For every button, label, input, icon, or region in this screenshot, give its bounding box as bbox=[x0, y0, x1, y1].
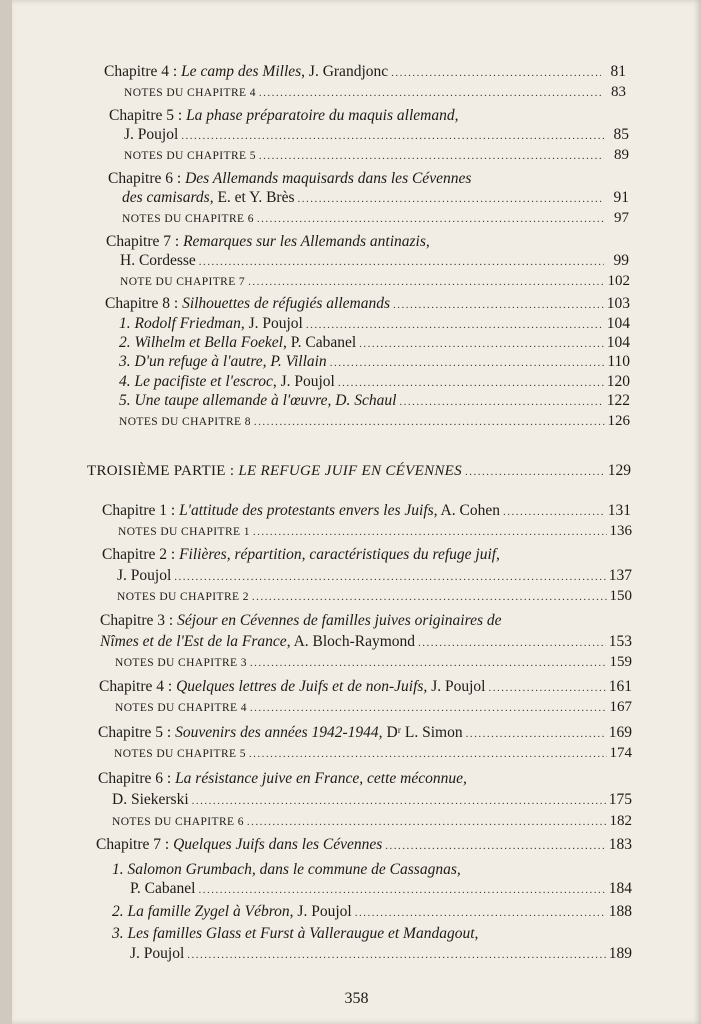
toc-entry-label bbox=[96, 836, 382, 854]
page-reference: 189 bbox=[608, 945, 632, 962]
toc-entry-label bbox=[119, 373, 335, 391]
chapter-author: H. Cordesse bbox=[120, 252, 196, 269]
chapter-author: Dʳ L. Simon bbox=[382, 724, 463, 741]
toc-entry-label bbox=[119, 413, 251, 431]
dot-leader bbox=[399, 393, 603, 411]
toc-entry bbox=[118, 522, 632, 541]
toc-entry-label bbox=[115, 654, 247, 672]
page-reference: 161 bbox=[608, 678, 632, 695]
toc-entry-label bbox=[130, 880, 195, 898]
chapter-number: Chapitre 2 : bbox=[102, 546, 180, 563]
dot-leader bbox=[298, 190, 605, 208]
chapter-title: Souvenirs des années 1942-1944, bbox=[175, 724, 383, 741]
section-title: Une taupe allemande à l'œuvre, D. Schaul bbox=[134, 392, 397, 409]
toc-entry-label bbox=[102, 546, 632, 564]
section-title: Les familles Glass et Furst à Valleraugue et Mandagout, bbox=[127, 925, 479, 942]
toc-entry-label bbox=[124, 84, 256, 102]
dot-leader bbox=[187, 946, 605, 964]
toc-entry bbox=[100, 612, 632, 630]
dot-leader bbox=[253, 523, 607, 541]
chapter-number: Chapitre 1 : bbox=[102, 502, 180, 519]
chapter-number: Chapitre 6 : bbox=[98, 770, 176, 787]
chapter-author: , E. et Y. Brès bbox=[209, 189, 295, 206]
section-title: D'un refuge à l'autre, P. Villain bbox=[134, 353, 327, 370]
toc-entry bbox=[124, 83, 626, 102]
section-number: 4. bbox=[119, 373, 135, 390]
dot-leader bbox=[465, 463, 605, 481]
toc-entry bbox=[130, 880, 632, 899]
chapter-title: Silhouettes de réfugiés allemands bbox=[182, 295, 390, 312]
page-reference: 175 bbox=[608, 791, 632, 808]
section-title: La famille Zygel à Vébron bbox=[127, 903, 290, 920]
toc-entry bbox=[120, 272, 630, 291]
page-reference: 104 bbox=[606, 315, 630, 332]
toc-entry-label bbox=[130, 945, 184, 963]
chapter-author: , A. Bloch-Raymond bbox=[286, 633, 416, 650]
page-reference: 150 bbox=[609, 588, 632, 604]
page-reference: 85 bbox=[613, 126, 629, 143]
toc-entry bbox=[112, 791, 632, 810]
dot-leader bbox=[503, 503, 605, 521]
dot-leader bbox=[247, 813, 607, 831]
toc-entry-label bbox=[104, 63, 388, 81]
chapter-number: Chapitre 8 : bbox=[105, 295, 183, 312]
chapter-title: Remarques sur les Allemands antinazis, bbox=[183, 233, 430, 250]
section-author: , J. Poujol bbox=[289, 903, 352, 920]
chapter-number: Chapitre 5 : bbox=[98, 724, 176, 741]
dot-leader bbox=[338, 374, 604, 392]
chapter-title: La résistance juive en France, cette méconnue, bbox=[175, 770, 467, 787]
dot-leader bbox=[355, 904, 606, 922]
dot-leader bbox=[418, 634, 606, 652]
toc-entry bbox=[102, 546, 632, 564]
page-reference: 169 bbox=[608, 724, 632, 741]
toc-entry-label bbox=[105, 295, 390, 313]
toc-entry-label bbox=[117, 567, 171, 585]
dot-leader bbox=[249, 745, 607, 763]
dot-leader bbox=[393, 296, 604, 314]
toc-entry bbox=[100, 633, 632, 652]
table-of-contents bbox=[12, 0, 701, 1024]
page-reference: 83 bbox=[611, 84, 626, 100]
page-reference: 110 bbox=[607, 353, 630, 370]
toc-entry-label bbox=[115, 699, 247, 717]
toc-entry-label bbox=[112, 925, 632, 943]
toc-entry bbox=[114, 744, 632, 763]
dot-leader bbox=[198, 881, 605, 899]
dot-leader bbox=[250, 699, 607, 717]
toc-entry bbox=[117, 587, 632, 606]
toc-entry bbox=[102, 502, 631, 521]
chapter-number: Chapitre 5 : bbox=[109, 107, 187, 124]
dot-leader bbox=[330, 354, 605, 372]
toc-entry bbox=[119, 412, 630, 431]
notes-label: NOTES DU CHAPITRE 4 bbox=[115, 702, 247, 714]
toc-entry bbox=[119, 353, 630, 372]
toc-entry-label bbox=[109, 107, 629, 125]
chapter-author: P. Cabanel bbox=[130, 880, 196, 897]
toc-entry-label bbox=[112, 903, 352, 921]
toc-entry bbox=[130, 945, 632, 964]
section-title: Wilhelm et Bella Foekel bbox=[134, 334, 283, 351]
chapter-author: J. Poujol bbox=[427, 678, 486, 695]
notes-label: NOTES DU CHAPITRE 5 bbox=[114, 748, 246, 760]
toc-entry bbox=[124, 146, 629, 165]
toc-entry-label bbox=[124, 147, 256, 165]
chapter-title: Des Allemands maquisards dans les Cévennes bbox=[185, 170, 472, 187]
section-number: 3. bbox=[112, 925, 128, 942]
toc-entry bbox=[105, 295, 630, 314]
chapter-title: Le camp des Milles bbox=[181, 63, 302, 80]
chapter-author: D. Siekerski bbox=[112, 791, 189, 808]
dot-leader bbox=[466, 725, 606, 743]
toc-entry-label bbox=[102, 502, 500, 520]
notes-label: NOTE DU CHAPITRE 7 bbox=[120, 276, 246, 288]
toc-entry bbox=[124, 126, 629, 145]
toc-entry-label bbox=[119, 392, 396, 410]
part-title: LE REFUGE JUIF EN CÉVENNES bbox=[238, 463, 462, 479]
toc-entry-label bbox=[119, 315, 303, 333]
page-reference: 182 bbox=[609, 813, 632, 829]
page-reference: 174 bbox=[609, 745, 632, 761]
dot-leader bbox=[192, 792, 606, 810]
toc-entry-label bbox=[106, 233, 626, 251]
toc-entry-label bbox=[99, 678, 485, 696]
toc-entry-label bbox=[112, 791, 189, 809]
toc-entry bbox=[122, 189, 629, 208]
toc-entry bbox=[112, 925, 632, 943]
dot-leader bbox=[252, 588, 607, 606]
page-reference: 99 bbox=[613, 252, 629, 269]
page-reference: 184 bbox=[608, 880, 632, 897]
page-reference: 81 bbox=[610, 63, 626, 80]
chapter-number: Chapitre 4 : bbox=[99, 678, 177, 695]
page-reference: 126 bbox=[607, 413, 630, 429]
chapter-number: Chapitre 3 : bbox=[100, 612, 178, 629]
chapter-title: Séjour en Cévennes de familles juives originaires de bbox=[177, 612, 502, 629]
section-author: , P. Cabanel bbox=[282, 334, 357, 351]
dot-leader bbox=[385, 837, 605, 855]
chapter-author: J. Poujol bbox=[130, 945, 185, 962]
part-label: TROISIÈME PARTIE : bbox=[87, 463, 239, 479]
dot-leader bbox=[259, 84, 601, 102]
dot-leader bbox=[250, 654, 607, 672]
dot-leader bbox=[257, 210, 604, 228]
chapter-author: J. Poujol bbox=[117, 567, 172, 584]
toc-entry-label bbox=[118, 523, 250, 541]
page-reference: 120 bbox=[606, 373, 630, 390]
notes-label: NOTES DU CHAPITRE 3 bbox=[115, 657, 247, 669]
section-title: Salomon Grumbach, dans le commune de Cassagnas, bbox=[127, 861, 461, 878]
dot-leader bbox=[306, 316, 604, 334]
toc-entry bbox=[108, 170, 628, 188]
chapter-author: J. Poujol bbox=[124, 126, 179, 143]
chapter-author: , J. Grandjonc bbox=[301, 63, 389, 80]
section-number: 2. bbox=[119, 334, 135, 351]
chapter-title: Quelques Juifs dans les Cévennes bbox=[173, 836, 383, 853]
chapter-title: Nîmes et de l'Est de la France bbox=[100, 633, 287, 650]
page-reference: 159 bbox=[609, 654, 632, 670]
dot-leader bbox=[174, 568, 605, 586]
toc-entry bbox=[98, 724, 632, 743]
dot-leader bbox=[199, 253, 604, 271]
toc-entry-label bbox=[87, 462, 462, 480]
page-reference: 137 bbox=[608, 567, 632, 584]
page-number: 358 bbox=[344, 990, 369, 1007]
toc-entry-label bbox=[114, 745, 246, 763]
dot-leader bbox=[248, 273, 604, 291]
page-reference: 129 bbox=[607, 462, 631, 479]
toc-entry bbox=[119, 315, 630, 334]
toc-entry-label bbox=[98, 724, 463, 742]
dot-leader bbox=[391, 64, 601, 82]
notes-label: NOTES DU CHAPITRE 5 bbox=[124, 150, 256, 162]
book-page bbox=[12, 0, 701, 1024]
toc-entry-label bbox=[119, 334, 356, 352]
notes-label: NOTES DU CHAPITRE 2 bbox=[117, 591, 249, 603]
toc-entry-label bbox=[124, 126, 178, 144]
toc-entry-label bbox=[100, 612, 632, 630]
page-reference: 103 bbox=[606, 295, 630, 312]
chapter-author: A. Cohen bbox=[437, 502, 500, 519]
chapter-title: L'attitude des protestants envers les Juifs, bbox=[179, 502, 438, 519]
toc-entry-label bbox=[112, 813, 244, 831]
notes-label: NOTES DU CHAPITRE 1 bbox=[118, 526, 250, 538]
section-title: Le pacifiste et l'escroc bbox=[134, 373, 273, 390]
notes-label: NOTES DU CHAPITRE 4 bbox=[124, 87, 256, 99]
toc-entry bbox=[119, 334, 630, 353]
toc-entry bbox=[115, 698, 632, 717]
page-reference: 122 bbox=[606, 392, 630, 409]
toc-entry bbox=[119, 392, 630, 411]
toc-entry-label bbox=[120, 273, 245, 291]
dot-leader bbox=[359, 335, 604, 353]
toc-entry bbox=[120, 252, 629, 271]
chapter-number: Chapitre 7 : bbox=[96, 836, 174, 853]
toc-entry bbox=[112, 812, 632, 831]
page-reference: 97 bbox=[614, 210, 629, 226]
toc-entry bbox=[98, 770, 632, 788]
chapter-title: Filières, répartition, caractéristiques du refuge juif, bbox=[179, 546, 500, 563]
dot-leader bbox=[259, 147, 604, 165]
section-number: 1. bbox=[112, 861, 128, 878]
section-author: , J. Poujol bbox=[240, 315, 303, 332]
dot-leader bbox=[181, 127, 604, 145]
page-reference: 102 bbox=[607, 273, 630, 289]
section-title: Rodolf Friedman bbox=[134, 315, 241, 332]
chapter-number: Chapitre 7 : bbox=[106, 233, 184, 250]
page-reference: 167 bbox=[609, 699, 632, 715]
toc-entry bbox=[112, 861, 632, 879]
section-number: 3. bbox=[119, 353, 135, 370]
toc-entry bbox=[115, 653, 632, 672]
toc-entry-label bbox=[122, 189, 295, 207]
toc-entry-label bbox=[122, 210, 254, 228]
page-reference: 136 bbox=[609, 523, 632, 539]
dot-leader bbox=[488, 679, 605, 697]
section-number: 2. bbox=[112, 903, 128, 920]
notes-label: NOTES DU CHAPITRE 6 bbox=[112, 816, 244, 828]
toc-entry bbox=[112, 903, 632, 922]
chapter-number: Chapitre 4 : bbox=[104, 63, 182, 80]
notes-label: NOTES DU CHAPITRE 8 bbox=[119, 416, 251, 428]
dot-leader bbox=[254, 413, 605, 431]
chapter-title: Quelques lettres de Juifs et de non-Juifs, bbox=[176, 678, 428, 695]
toc-entry bbox=[87, 462, 631, 481]
toc-entry bbox=[117, 567, 632, 586]
section-author: , J. Poujol bbox=[272, 373, 335, 390]
page-reference: 153 bbox=[608, 633, 632, 650]
toc-entry-label bbox=[112, 861, 632, 879]
page-reference: 188 bbox=[608, 903, 632, 920]
page-reference: 89 bbox=[614, 147, 629, 163]
page-reference: 131 bbox=[607, 502, 631, 519]
toc-entry bbox=[99, 678, 632, 697]
chapter-number: Chapitre 6 : bbox=[108, 170, 186, 187]
chapter-title: des camisards bbox=[122, 189, 210, 206]
chapter-title: La phase préparatoire du maquis allemand, bbox=[186, 107, 459, 124]
toc-entry-label bbox=[108, 170, 628, 188]
section-number: 5. bbox=[119, 392, 135, 409]
toc-entry bbox=[104, 63, 626, 82]
toc-entry-label bbox=[98, 770, 632, 788]
toc-entry bbox=[96, 836, 632, 855]
toc-entry-label bbox=[119, 353, 327, 371]
toc-entry bbox=[106, 233, 626, 251]
section-number: 1. bbox=[119, 315, 135, 332]
page-reference: 104 bbox=[606, 334, 630, 351]
toc-entry-label bbox=[100, 633, 415, 651]
toc-entry bbox=[109, 107, 629, 125]
toc-entry-label bbox=[117, 588, 249, 606]
page-reference: 91 bbox=[613, 189, 629, 206]
toc-entry-label bbox=[120, 252, 196, 270]
toc-entry bbox=[119, 373, 630, 392]
page-reference: 183 bbox=[608, 836, 632, 853]
notes-label: NOTES DU CHAPITRE 6 bbox=[122, 213, 254, 225]
toc-entry bbox=[122, 209, 629, 228]
